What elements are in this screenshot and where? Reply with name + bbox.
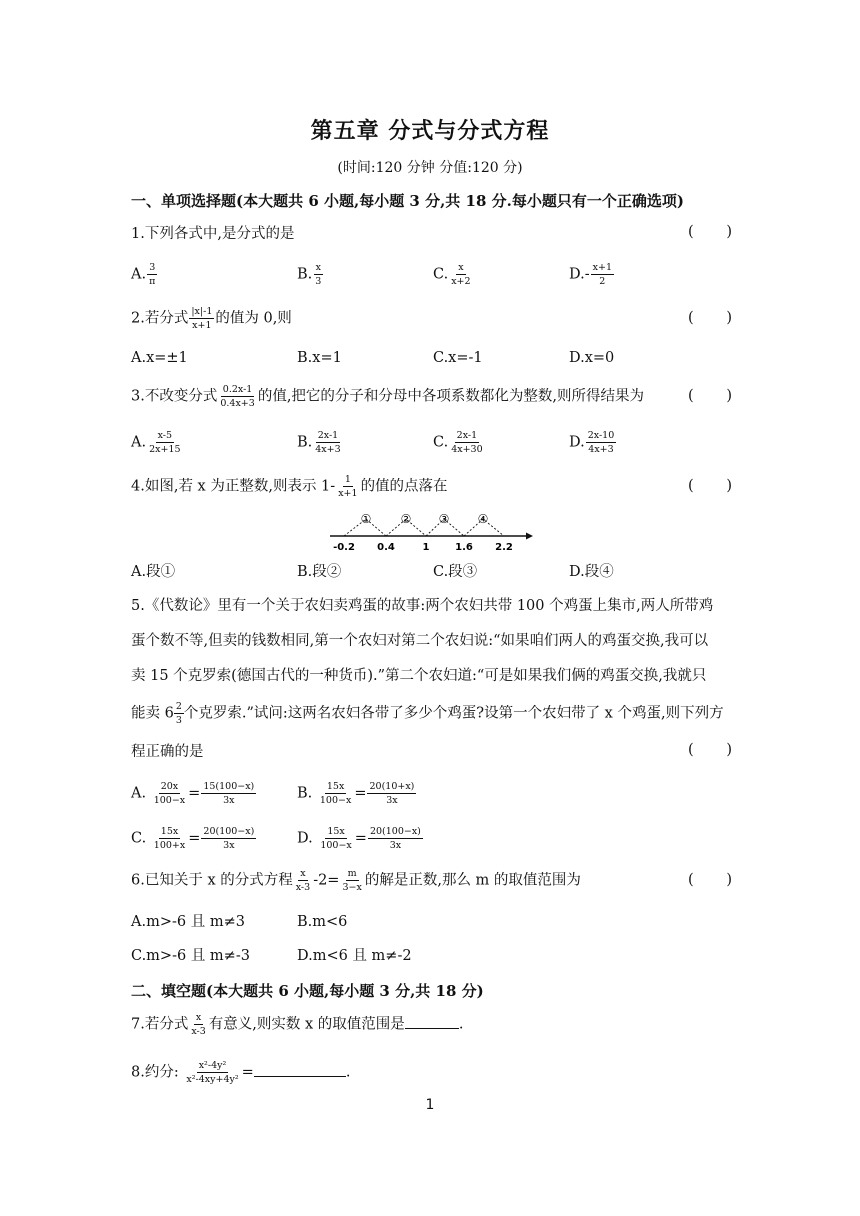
question-5-line-4: 能卖 6 $\frac{2}{3}$ 个克罗索.”试问:这两名农妇各带了多少个鸡蛋?设第一个农妇带了 x 个鸡蛋,则下列方 — [131, 701, 724, 726]
q4-option-d: D.段④ — [569, 564, 614, 580]
q3-option-a: A. $\frac{x-5}{2x+15}$ — [131, 430, 181, 455]
number-line-arrow — [526, 533, 533, 540]
q5-option-a: A. $\frac{20x}{100-x}$ = $\frac{15(100-x)}{3x}$ — [131, 781, 255, 806]
answer-bracket-2: ( ) — [688, 310, 732, 326]
q5-option-c: C. $\frac{15x}{100+x}$ = $\frac{20(100-x)}{3x}$ — [131, 826, 255, 851]
question-4-stem: 4.如图,若 x 为正整数,则表示 1- $\frac{1}{x+1}$ 的值的点落在 — [131, 474, 448, 499]
exam-info: (时间:120 分钟 分值:120 分) — [337, 160, 523, 176]
q1-option-b: B. $\frac{x}{3}$ — [297, 262, 322, 287]
q1-option-a: A. $\frac{3}{\pi}$ — [131, 262, 156, 287]
number-line-figure — [326, 508, 536, 556]
section-heading-fill-in: 二、填空题(本大题共 6 小题,每小题 3 分,共 18 分) — [131, 982, 484, 1000]
q3-option-d: D. $\frac{2x-10}{4x+3}$ — [569, 430, 615, 455]
segment-1-label: ① — [360, 512, 372, 526]
answer-bracket-1: ( ) — [688, 224, 732, 240]
question-7-stem: 7.若分式 $\frac{x}{x-3}$ 有意义,则实数 x 的取值范围是 . — [131, 1012, 464, 1037]
q6-option-a: A.m>-6 且 m≠3 — [131, 914, 245, 930]
answer-bracket-6: ( ) — [688, 872, 732, 888]
page-title: 第五章 分式与分式方程 — [310, 118, 550, 144]
answer-bracket-5: ( ) — [688, 742, 732, 758]
question-5-line-2: 蛋个数不等,但卖的钱数相同,第一个农妇对第二个农妇说:“如果咱们两人的鸡蛋交换,我可以 — [131, 633, 709, 649]
answer-bracket-3: ( ) — [688, 388, 732, 404]
answer-blank-7[interactable] — [405, 1028, 459, 1029]
q2-option-a: A.x=±1 — [131, 350, 188, 366]
q3-option-c: C. $\frac{2x-1}{4x+30}$ — [433, 430, 483, 455]
segment-2-label: ② — [400, 512, 412, 526]
q5-option-b: B. $\frac{15x}{100-x}$ = $\frac{20(10+x)}{3x}$ — [297, 781, 415, 806]
question-3-stem: 3.不改变分式 $\frac{0.2x-1}{0.4x+3}$ 的值,把它的分子和分母中各项系数都化为整数,则所得结果为 — [131, 384, 645, 409]
q2-option-d: D.x=0 — [569, 350, 615, 366]
tick-label-1: -0.2 — [333, 542, 355, 553]
q3-option-b: B. $\frac{2x-1}{4x+3}$ — [297, 430, 341, 455]
q1-option-d: D.- $\frac{x+1}{2}$ — [569, 262, 612, 287]
segment-3-label: ③ — [438, 512, 450, 526]
q5-option-d: D. $\frac{15x}{100-x}$ = $\frac{20(100-x)}{3x}$ — [297, 826, 421, 851]
question-6-stem: 6.已知关于 x 的分式方程 $\frac{x}{x-3}$ -2= $\frac{m}{3-x}$ 的解是正数,那么 m 的取值范围为 — [131, 868, 581, 893]
question-2-stem: 2.若分式 $\frac{|x|-1}{x+1}$ 的值为 0,则 — [131, 306, 292, 331]
q1-option-c: C. $\frac{x}{x+2}$ — [433, 262, 471, 287]
question-5-line-5: 程正确的是 — [131, 744, 204, 760]
q6-option-c: C.m>-6 且 m≠-3 — [131, 948, 250, 964]
tick-label-5: 2.2 — [495, 542, 513, 553]
q4-option-a: A.段① — [131, 564, 176, 580]
section-heading-choice: 一、单项选择题(本大题共 6 小题,每小题 3 分,共 18 分.每小题只有一个正确选项) — [131, 192, 684, 210]
q6-option-b: B.m<6 — [297, 914, 348, 930]
answer-bracket-4: ( ) — [688, 478, 732, 494]
answer-blank-8[interactable] — [254, 1076, 346, 1077]
question-5-line-1: 5.《代数论》里有一个关于农妇卖鸡蛋的故事:两个农妇共带 100 个鸡蛋上集市,两人所带鸡 — [131, 598, 714, 614]
tick-label-4: 1.6 — [455, 542, 473, 553]
page-number: 1 — [425, 1097, 435, 1113]
segment-4-label: ④ — [477, 512, 489, 526]
question-8-stem: 8.约分: $\frac{\text{x²-4y²}}{\text{x²-4xy+4y²}}$ = . — [131, 1060, 351, 1085]
tick-label-3: 1 — [422, 542, 430, 553]
tick-label-2: 0.4 — [377, 542, 395, 553]
q2-option-c: C.x=-1 — [433, 350, 483, 366]
q6-option-d: D.m<6 且 m≠-2 — [297, 948, 412, 964]
question-1-stem: 1.下列各式中,是分式的是 — [131, 226, 295, 242]
q4-option-b: B.段② — [297, 564, 342, 580]
q2-option-b: B.x=1 — [297, 350, 342, 366]
question-5-line-3: 卖 15 个克罗索(德国古代的一种货币).”第二个农妇道:“可是如果我们俩的鸡蛋交换,我就只 — [131, 668, 707, 684]
q4-option-c: C.段③ — [433, 564, 478, 580]
